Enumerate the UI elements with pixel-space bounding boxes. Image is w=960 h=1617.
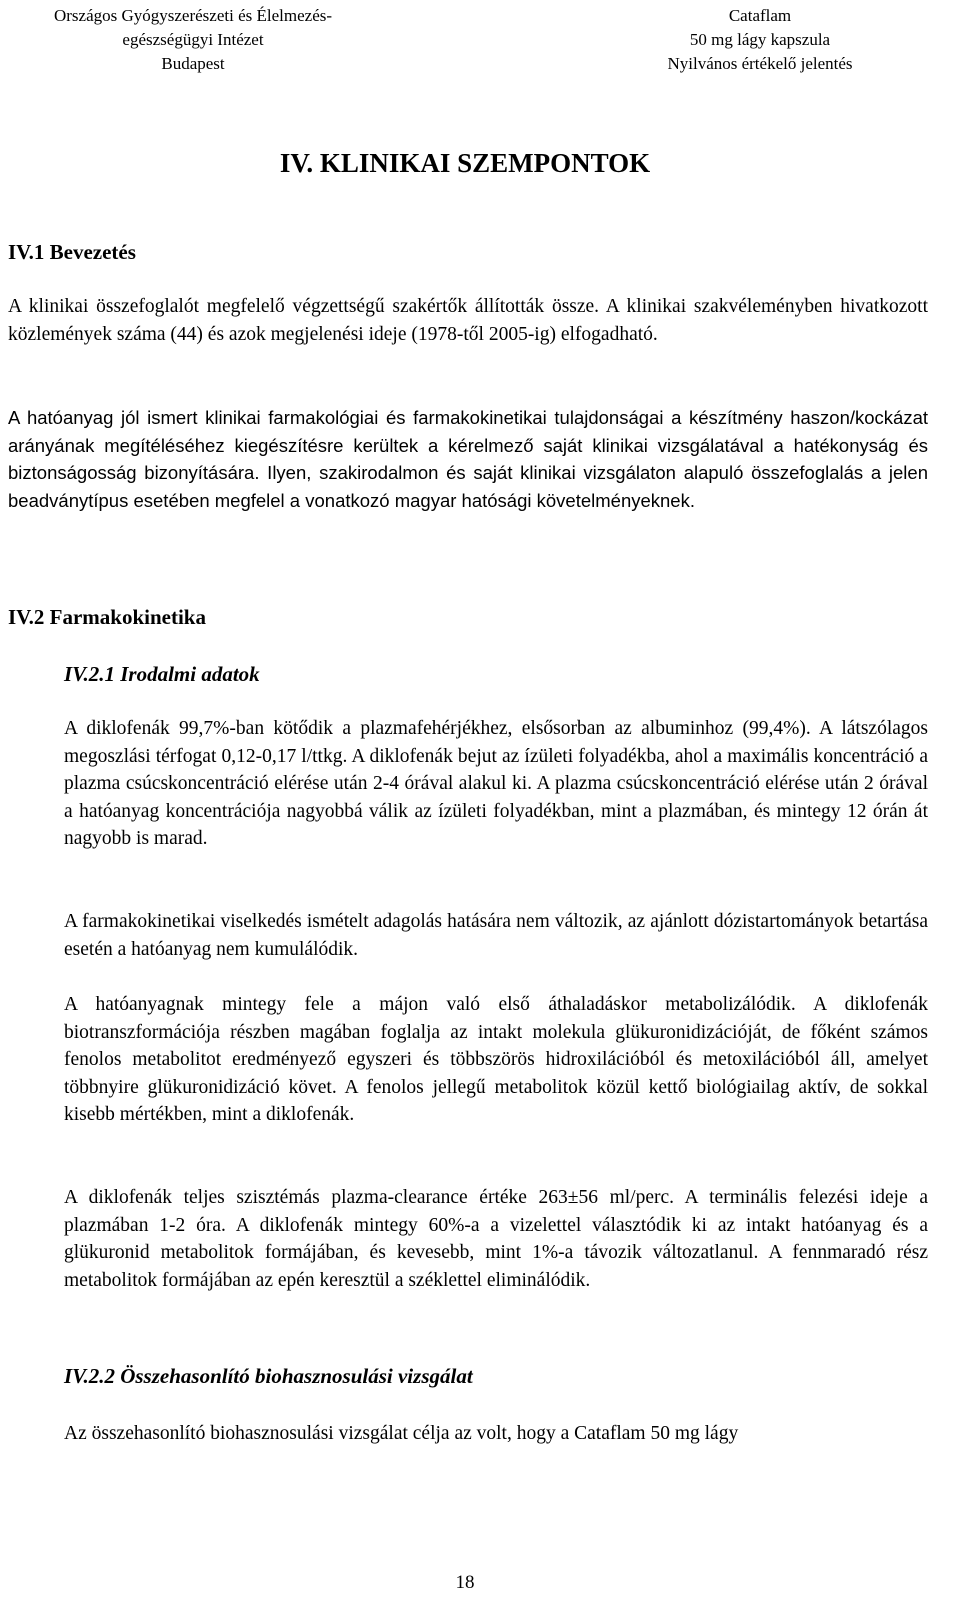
header-product-name: Cataflam — [728, 6, 792, 25]
paragraph-literature-4: A diklofenák teljes szisztémás plazma-clearance értéke 263±56 ml/perc. A terminális felezési ideje a plazmában 1-2 óra. A diklofenák mintegy 60%-a a vizelettel választódik ki az intakt hatóanyag és a glükuronid metabolitok formájában, és kevesebb, mint 1%-a távozik változatlanul. A fennmaradó rész metabolitok formájában az epén keresztül a széklettel eliminálódik. — [64, 1187, 928, 1291]
header-institute-line2: egészségügyi Intézet — [122, 30, 264, 49]
paragraph-literature-3: A hatóanyagnak mintegy fele a májon való első áthaladáskor metabolizálódik. A diklofenák biotranszformációja részben magában foglalja az intakt molekula glükuronidizációját, de főként számos fenolos metabolitot eredményező egyszeri és többszörös hidroxilációból és metoxilációból áll, amelyet többnyire glükuronidizáció követ. A fenolos jellegű metabolitok közül kettő biológiailag aktív, de sokkal kisebb mértékben, mint a diklofenák. — [64, 994, 928, 1125]
paragraph-literature-1: A diklofenák 99,7%-ban kötődik a plazmafehérjékhez, elsősorban az albuminhoz (99,4%). A látszólagos megoszlási térfogat 0,12-0,17 l/ttkg. A diklofenák bejut az ízületi folyadékba, ahol a maximális koncentráció a plazma csúcskoncentráció elérése után 2-4 órával alakul ki. A plazma csúcskoncentráció elérése után 2 órával a hatóanyag koncentrációja nagyobbá válik az ízületi folyadékban, mint a plazmában, és mintegy 12 órán át nagyobb is marad. — [64, 718, 928, 849]
header-report-type: Nyilvános értékelő jelentés — [667, 54, 853, 73]
header-right — [620, 4, 900, 76]
section-heading-intro: IV.1 Bevezetés — [8, 240, 136, 264]
subsection-heading-literature: IV.2.1 Irodalmi adatok — [64, 662, 260, 686]
subsection-heading-bioavailability: IV.2.2 Összehasonlító biohasznosulási vizsgálat — [64, 1364, 473, 1388]
page-title: IV. KLINIKAI SZEMPONTOK — [279, 148, 651, 178]
paragraph-intro-2: A hatóanyag jól ismert klinikai farmakológiai és farmakokinetikai tulajdonságai a készítmény haszon/kockázat arányának megítéléséhez kiegészítésre kerültek a kérelmező saját klinikai vizsgálatával a hatékonyság és biztonságosság bizonyítására. Ilyen, szakirodalmon és saját klinikai vizsgálaton alapuló összefoglalás a jelen beadványtípus esetében megfelel a vonatkozó magyar hatósági követelményeknek. — [8, 407, 928, 511]
paragraph-literature-2: A farmakokinetikai viselkedés ismételt adagolás hatására nem változik, az ajánlott dózistartományok betartása esetén a hatóanyag nem kumulálódik. — [64, 911, 928, 960]
header-institute-line1: Országos Gyógyszerészeti és Élelmezés- — [53, 6, 333, 25]
header-product-form: 50 mg lágy kapszula — [689, 30, 831, 49]
page-number: 18 — [455, 1572, 475, 1593]
header-left — [8, 4, 378, 76]
paragraph-intro-1: A klinikai összefoglalót megfelelő végzettségű szakértők állították össze. A klinikai szakvéleményben hivatkozott közlemények száma (44) és azok megjelenési ideje (1978-től 2005-ig) elfogadható. — [8, 296, 928, 345]
paragraph-bioavailability-1: Az összehasonlító biohasznosulási vizsgálat célja az volt, hogy a Cataflam 50 mg lágy — [64, 1423, 739, 1444]
header-institute-city: Budapest — [161, 54, 225, 73]
section-heading-pharmacokinetics: IV.2 Farmakokinetika — [8, 605, 206, 629]
